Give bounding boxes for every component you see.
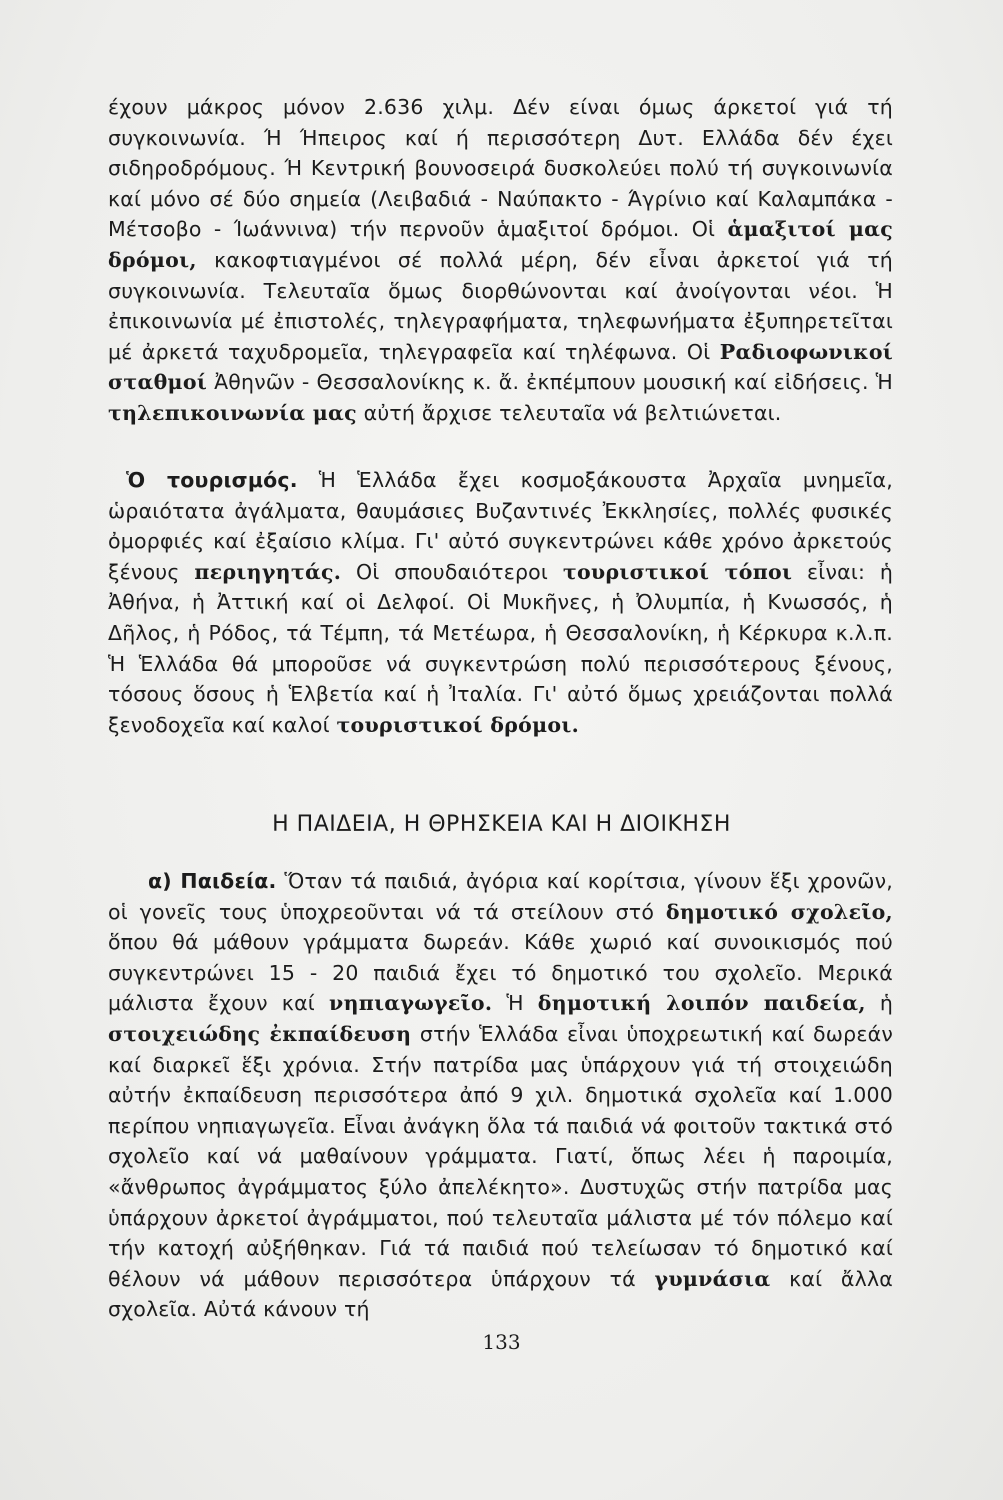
bold-term: δημοτική λοιπόν παιδεία, xyxy=(537,991,866,1016)
bold-term: δημοτικό σχολεῖο, xyxy=(665,899,893,924)
text-run: Ὅταν τά παιδιά, ἀγόρια καί κορίτσια, γίνουν ἕξι χρονῶν, οἱ γονεῖς τους ὑποχρεοῦνται νά τά στείλουν στό xyxy=(108,869,893,924)
text-run: έχουν μάκρος μόνον 2.636 χιλμ. Δέν είναι όμως άρκετοί γιά τή συγκοινωνία. Ή Ήπειρος καί ή περισσότερη Δυτ. Ελλάδα δέν έχει σιδηροδρόμους. Ή Κεντρική βουνοσειρά δυσκολεύει πολύ τή συγκοινωνία καί μόνο σέ δύο σημεία (Λειβαδιά - Ναύπακτο - Άγρίνιο καί Καλαμπάκα - Μέτσοβο - Ίωάννινα) τήν περνοῦν ἁμαξιτοί δρόμοι. Οἱ xyxy=(108,95,893,242)
bold-term: τουριστικοί δρόμοι. xyxy=(336,712,580,737)
page-number: 133 xyxy=(482,1330,521,1354)
text-run: Οἱ σπουδαιότεροι xyxy=(356,559,549,584)
text-run: ὅπου θά μάθουν γράμματα δωρεάν. Κάθε χωριό καί συνοικισμός πού συγκεντρώνει 15 - 20 παιδιά ἔχει τό δημοτικό του σχολεῖο. Μερικά μάλιστα ἔχουν καί xyxy=(108,930,893,1016)
text-run: κακοφτιαγμένοι σέ πολλά μέρη, δέν εἶναι ἀρκετοί γιά τή συγκοινωνία. Τελευταῖα ὅμως διορθώνονται καί ἀνοίγονται νέοι. Ἡ ἐπικοινωνία μέ ἐπιστολές, τηλεγραφήματα, τηλεφωνήματα ἐξυπηρετεῖται μέ ἀρκετά ταχυδρομεῖα, τηλεγραφεῖα καί τηλέφωνα. Οἱ xyxy=(108,247,894,364)
paragraph-education xyxy=(108,866,893,1325)
text-run: εἶναι: ἡ Ἀθήνα, ἡ Ἀττική καί οἱ Δελφοί. Οἱ Μυκῆνες, ἡ Ὀλυμπία, ἡ Κνωσσός, ἡ Δῆλος, ἡ Ρόδος, τά Τέμπη, τά Μετέωρα, ἡ Θεσσαλονίκη, ἡ Κέρκυρα κ.λ.π. Ἡ Ἑλλάδα θά μποροῦσε νά συγκεντρώση πολύ περισσότερους ξένους, τόσους ὅσους ἡ Ἑλβετία καί ἡ Ἰταλία. Γι' αὐτό ὅμως χρειάζονται πολλά ξενοδοχεῖα καί καλοί xyxy=(108,559,894,737)
text-run: στήν Ἑλλάδα εἶναι ὑποχρεωτική καί δωρεάν καί διαρκεῖ ἕξι χρόνια. Στήν πατρίδα μας ὑπάρχουν γιά τή στοιχειώδη αὐτήν ἐκπαίδευση περισσότερα ἀπό 9 χιλ. δημοτικά σχολεῖα καί 1.000 περίπου νηπιαγωγεῖα. Εἶναι ἀνάγκη ὅλα τά παιδιά νά φοιτοῦν τακτικά στό σχολεῖο καί νά μαθαίνουν γράμματα. Γιατί, ὅπως λέει ἡ παροιμία, «ἄνθρωπος ἀγράμματος ξύλο ἀπελέκητο». Δυστυχῶς στήν πατρίδα μας ὑπάρχουν ἀρκετοί ἀγράμματοι, πού τελευταῖα μάλιστα μέ τόν πόλεμο καί τήν κατοχή αὐξήθηκαν. Γιά τά παιδιά πού τελείωσαν τό δημοτικό καί θέλουν νά μάθουν περισσότερα ὑπάρχουν τά xyxy=(108,1021,894,1291)
bold-term: νηπιαγωγεῖο. xyxy=(329,991,493,1016)
bold-term: τηλεπικοινωνία μας xyxy=(108,400,357,425)
paragraph-communications xyxy=(108,92,893,429)
paragraph-text xyxy=(108,866,893,1325)
bold-term: στοιχειώδης ἐκπαίδευση xyxy=(108,1021,412,1046)
text-run: ἡ xyxy=(879,991,894,1016)
text-run: αὐτή ἄρχισε τελευταῖα νά βελτιώνεται. xyxy=(363,400,782,425)
text-run: Ἡ xyxy=(506,991,524,1016)
text-run: καί ἄλλα σχολεῖα. Αὐτά κάνουν τή xyxy=(108,1266,893,1322)
paragraph-text xyxy=(108,465,893,740)
bold-term: περιηγητάς. xyxy=(194,559,342,584)
bold-term: τουριστικοί τόποι xyxy=(562,559,793,584)
paragraph-tourism xyxy=(108,465,893,740)
text-run: Ἀθηνῶν - Θεσσαλονίκης κ. ἄ. ἐκπέμπουν μουσική καί εἰδήσεις. Ἡ xyxy=(214,370,893,395)
paragraph-lead: α) Παιδεία. xyxy=(148,869,277,893)
bold-term: ἁμαξιτοί μας δρόμοι, xyxy=(108,217,893,272)
paragraph-text xyxy=(108,92,893,429)
bold-term: Ραδιοφωνικοί σταθμοί xyxy=(108,339,894,395)
section-heading: Η ΠΑΙΔΕΙΑ, Η ΘΡΗΣΚΕΙΑ ΚΑΙ Η ΔΙΟΙΚΗΣΗ xyxy=(272,812,731,837)
text-run: Ἡ Ἑλλάδα ἔχει κοσμοξάκουστα Ἀρχαῖα μνημεῖα, ὡραιότατα ἀγάλματα, θαυμάσιες Βυζαντινές Ἐκκλησίες, πολλές φυσικές ὀμορφιές καί ἐξαίσιο κλίμα. Γι' αὐτό συγκεντρώνει κάθε χρόνο ἀρκετούς ξένους xyxy=(108,468,893,584)
paragraph-lead: Ὁ τουρισμός. xyxy=(126,468,298,492)
bold-term: γυμνάσια xyxy=(654,1266,771,1291)
